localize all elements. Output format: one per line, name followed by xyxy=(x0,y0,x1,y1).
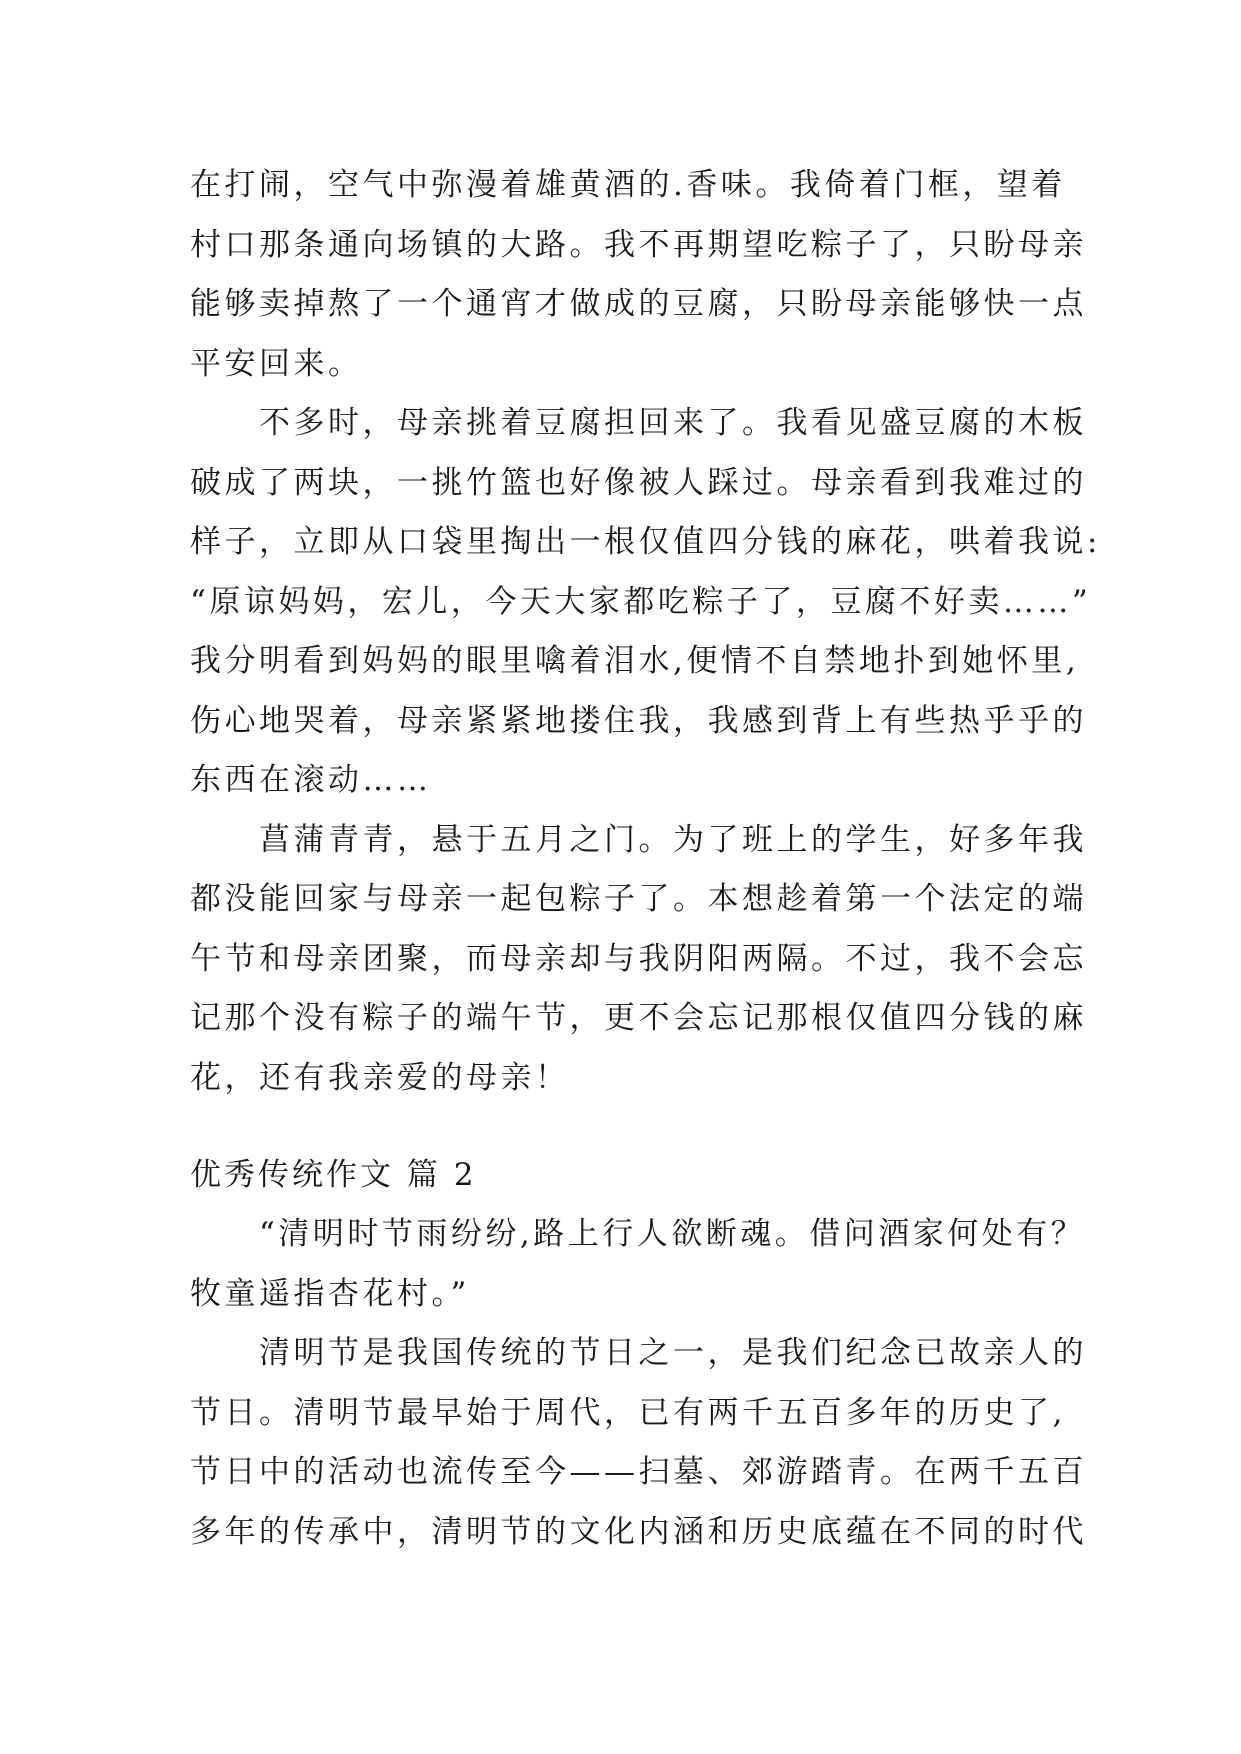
text-line: 记那个没有粽子的端午节，更不会忘记那根仅值四分钱的麻 xyxy=(190,1000,1087,1036)
text-line: 牧童遥指杏花村。” xyxy=(190,1275,470,1312)
text-line: 都没能回家与母亲一起包粽子了。本想趁着第一个法定的端 xyxy=(190,881,1087,917)
text-line: 能够卖掉熬了一个通宵才做成的豆腐，只盼母亲能够快一点 xyxy=(190,286,1087,322)
text-line: 多年的传承中，清明节的文化内涵和历史底蕴在不同的时代 xyxy=(190,1513,1087,1550)
essay-2-body xyxy=(190,1205,1087,1562)
text-line: 午节和母亲团聚，而母亲却与我阴阳两隔。不过，我不会忘 xyxy=(190,940,1087,977)
essay-continuation xyxy=(190,156,1101,1108)
text-line: 破成了两块，一挑竹篮也好像被人踩过。母亲看到我难过的 xyxy=(190,464,1087,501)
text-line: 东西在滚动…… xyxy=(190,762,432,798)
text-line: 平安回来。 xyxy=(190,345,363,382)
text-line: 节日中的活动也流传至今——扫墓、郊游踏青。在两千五百 xyxy=(190,1454,1087,1490)
text-line: 清明节是我国传统的节日之一，是我们纪念已故亲人的 xyxy=(190,1335,1087,1371)
text-line: “原谅妈妈，宏儿，今天大家都吃粽子了，豆腐不好卖……” xyxy=(190,583,1092,620)
text-line: 伤心地哭着，母亲紧紧地搂住我，我感到背上有些热乎乎的 xyxy=(190,702,1087,739)
text-line: 不多时，母亲挑着豆腐担回来了。我看见盛豆腐的木板 xyxy=(190,405,1087,441)
text-line: “清明时节雨纷纷,路上行人欲断魂。借问酒家何处有？ xyxy=(190,1216,1086,1252)
text-line: 样子，立即从口袋里掏出一根仅值四分钱的麻花，哄着我说: xyxy=(190,524,1101,560)
section-heading: 优秀传统作文 篇 2 xyxy=(190,1157,477,1193)
text-line: 花，还有我亲爱的母亲！ xyxy=(190,1059,570,1096)
text-line: 我分明看到妈妈的眼里噙着泪水,便情不自禁地扑到她怀里, xyxy=(190,643,1080,679)
text-line: 菖蒲青青，悬于五月之门。为了班上的学生，好多年我 xyxy=(190,821,1087,858)
text-line: 村口那条通向场镇的大路。我不再期望吃粽子了，只盼母亲 xyxy=(190,226,1087,263)
text-line: 在打闹，空气中弥漫着雄黄酒的.香味。我倚着门框，望着 xyxy=(190,167,1066,203)
text-line: 节日。清明节最早始于周代，已有两千五百多年的历史了, xyxy=(190,1394,1066,1431)
